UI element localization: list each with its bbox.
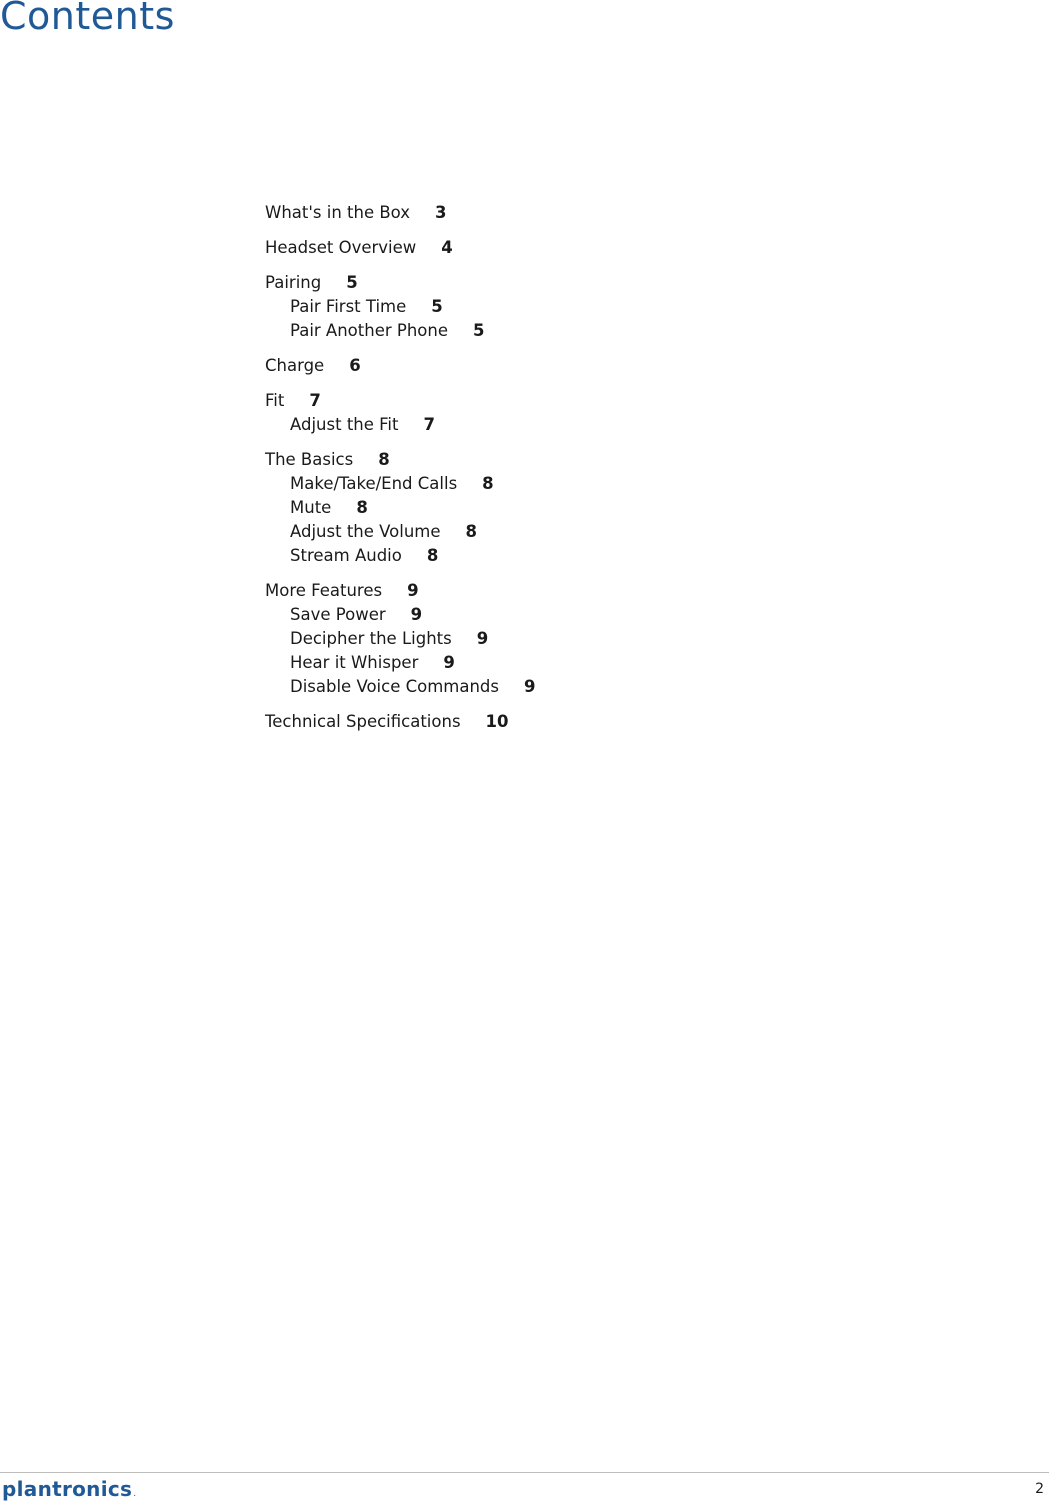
toc-entry-label: Charge: [265, 356, 325, 375]
toc-entry-fit[interactable]: [265, 389, 865, 413]
toc-entry-page-number: 8: [356, 498, 368, 517]
toc-entry-page-number: 8: [426, 546, 439, 565]
toc-entry-label: Headset Overview: [265, 238, 417, 257]
toc-entry-pairing[interactable]: [265, 271, 865, 295]
toc-group-headset-overview: [265, 236, 865, 260]
toc-entry-page-number: 4: [441, 238, 453, 257]
toc-entry-label: Make/Take/End Calls: [290, 474, 458, 493]
toc-subentry-adjust-the-volume[interactable]: [265, 520, 865, 544]
toc-entry-page-number: 7: [423, 415, 435, 434]
footer-divider: [0, 1472, 1049, 1473]
toc-group-charge: [265, 354, 865, 378]
toc-entry-the-basics[interactable]: [265, 448, 865, 472]
toc-entry-page-number: 9: [407, 581, 419, 600]
toc-subentry-pair-first-time[interactable]: [265, 295, 865, 319]
toc-entry-headset-overview[interactable]: [265, 236, 865, 260]
page-title: Contents: [0, 0, 175, 38]
toc-entry-page-number: 10: [485, 712, 509, 731]
toc-entry-label: Hear it Whisper: [290, 653, 419, 672]
toc-group-more-features: [265, 579, 865, 699]
toc-entry-page-number: 9: [476, 629, 489, 648]
toc-entry-label: What's in the Box: [265, 203, 411, 222]
toc-subentry-disable-voice-commands[interactable]: [265, 675, 865, 699]
toc-group-whats-in-the-box: [265, 201, 865, 225]
toc-entry-page-number: 5: [473, 321, 485, 340]
toc-entry-label: Adjust the Fit: [290, 415, 399, 434]
toc-entry-page-number: 8: [378, 450, 390, 469]
toc-entry-label: Technical Specifications: [265, 712, 461, 731]
logo-wordmark: plantronics: [2, 1477, 133, 1501]
toc-entry-label: Mute: [290, 498, 332, 517]
toc-group-pairing: [265, 271, 865, 343]
toc-entry-page-number: 8: [465, 522, 477, 541]
toc-entry-technical-specifications[interactable]: [265, 710, 865, 734]
toc-entry-label: Decipher the Lights: [290, 629, 452, 648]
toc-entry-label: Pairing: [265, 273, 322, 292]
toc-subentry-decipher-the-lights[interactable]: [265, 627, 865, 651]
toc-subentry-pair-another-phone[interactable]: [265, 319, 865, 343]
plantronics-logo: [2, 1477, 136, 1506]
toc-group-the-basics: [265, 448, 865, 568]
toc-entry-page-number: 5: [346, 273, 358, 292]
toc-entry-label: Pair First Time: [290, 297, 407, 316]
toc-entry-more-features[interactable]: [265, 579, 865, 603]
toc-entry-page-number: 6: [349, 356, 361, 375]
toc-entry-page-number: 8: [482, 474, 494, 493]
toc-entry-label: The Basics: [265, 450, 354, 469]
toc-group-technical-specifications: [265, 710, 865, 734]
toc-entry-whats-in-the-box[interactable]: [265, 201, 865, 225]
toc-subentry-stream-audio[interactable]: [265, 544, 865, 568]
toc-entry-label: Pair Another Phone: [290, 321, 448, 340]
toc-entry-page-number: 3: [435, 203, 447, 222]
toc-subentry-mute[interactable]: [265, 496, 865, 520]
toc-entry-label: Stream Audio: [290, 546, 402, 565]
toc-entry-label: Disable Voice Commands: [290, 677, 500, 696]
page-number: 2: [1035, 1481, 1044, 1497]
toc-entry-page-number: 9: [410, 605, 423, 624]
toc-entry-page-number: 9: [443, 653, 455, 672]
toc-entry-label: Save Power: [290, 605, 386, 624]
toc-subentry-hear-it-whisper[interactable]: [265, 651, 865, 675]
toc-subentry-save-power[interactable]: [265, 603, 865, 627]
toc-group-fit: [265, 389, 865, 437]
toc-entry-page-number: 7: [309, 391, 321, 410]
logo-mark: .: [133, 1489, 137, 1499]
toc-subentry-make-take-end-calls[interactable]: [265, 472, 865, 496]
toc-entry-label: Adjust the Volume: [290, 522, 441, 541]
toc-entry-page-number: 9: [524, 677, 536, 696]
toc-entry-charge[interactable]: [265, 354, 865, 378]
toc-entry-label: More Features: [265, 581, 383, 600]
table-of-contents: [265, 201, 865, 745]
toc-entry-page-number: 5: [431, 297, 443, 316]
toc-subentry-adjust-the-fit[interactable]: [265, 413, 865, 437]
toc-entry-label: Fit: [265, 391, 285, 410]
